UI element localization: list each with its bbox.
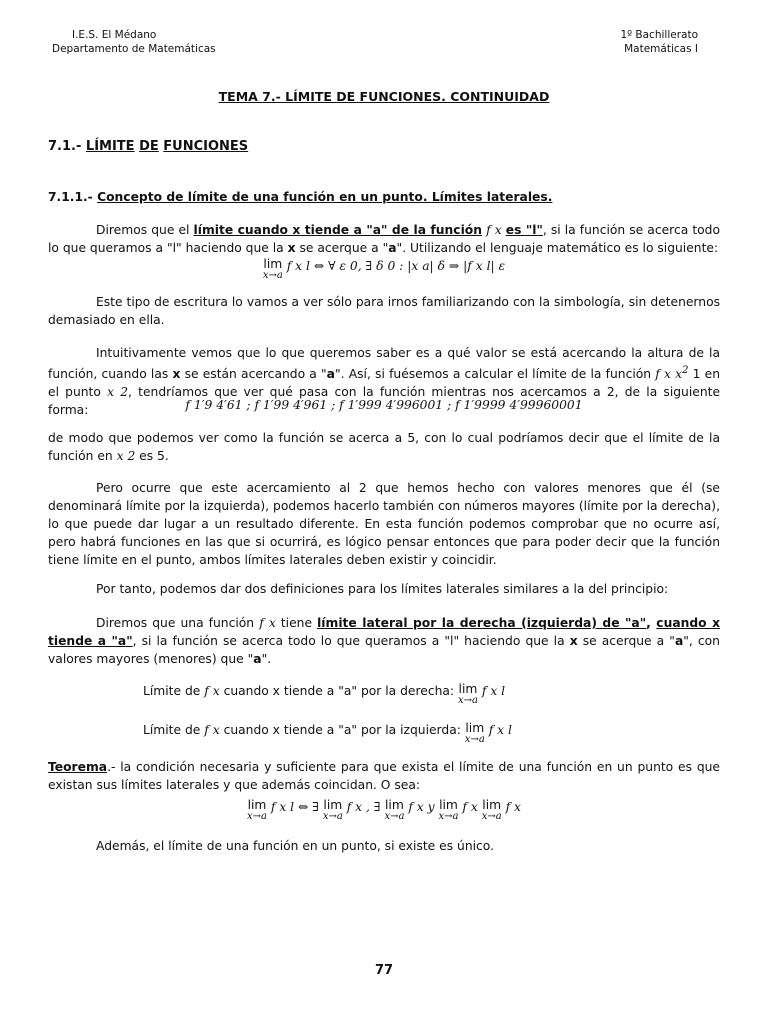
emph-text: límite lateral por la derecha (izquierda) de "a" (317, 616, 647, 630)
text: , (646, 616, 657, 630)
page-title: TEMA 7.- LÍMITE DE FUNCIONES. CONTINUIDAD (218, 89, 550, 104)
formula-part: f x (458, 800, 482, 814)
paragraph-lateral (48, 479, 720, 569)
formula-body: f x l ⇔ ∀ ε 0, ∃ δ 0 : |x a| δ ⇒ |f x l| ε (282, 259, 506, 273)
text: Diremos que una función (96, 616, 260, 630)
math-fx: f x (259, 616, 281, 630)
page-number: 77 (374, 963, 394, 978)
section-word-3: FUNCIONES (163, 139, 249, 154)
text: ", con valores mayores (menores) que " (48, 634, 720, 666)
lim-sub: x→a (322, 811, 343, 822)
course-name: 1º Bachillerato (620, 29, 698, 41)
paragraph-theorem (48, 758, 720, 794)
formula-body: f x l (484, 723, 512, 737)
text: es 5. (135, 449, 169, 463)
text: .- la condición necesaria y suficiente para que exista el límite de una función en un punto es que existan sus límites laterales y que además coincidan. O sea: (48, 760, 720, 792)
lim-sub: x→a (384, 811, 405, 822)
emph-text: cuando x tiende a "a" (48, 616, 721, 648)
formula-part: f x l ⇔ ∃ (266, 800, 323, 814)
bold-a: a (388, 241, 397, 255)
math-point: x 2 (107, 385, 129, 400)
text: Límite de (143, 684, 205, 698)
text: se acerque a " (295, 241, 389, 255)
paragraph-limit-five (48, 429, 720, 465)
paragraph-uniqueness (48, 837, 720, 855)
lim-text: lim (323, 798, 343, 812)
subsection-title: Concepto de límite de una función en un punto. Límites laterales. (97, 190, 553, 204)
lim-text: lim (385, 798, 404, 812)
text: ". Utilizando el lenguaje matemático es lo siguiente: (396, 241, 719, 255)
emph-text: es "l" (505, 223, 543, 237)
lim-operator (323, 798, 343, 822)
bold-x: x (287, 241, 296, 255)
text: Límite de (143, 723, 205, 737)
math-point: x 2 (116, 449, 136, 463)
lim-sub: x→a (481, 811, 502, 822)
section-word-1: LÍMITE (85, 139, 135, 154)
right-limit-line (143, 682, 505, 706)
lim-operator (482, 798, 502, 822)
lim-operator (263, 257, 283, 281)
lim-operator (247, 798, 267, 822)
header-right (620, 28, 698, 56)
subsection-heading (48, 188, 552, 206)
header-left (52, 28, 216, 56)
formula-part: f x y (404, 800, 439, 814)
lim-sub: x→a (464, 734, 485, 745)
text: de modo que podemos ver como la función se acerca a 5, con lo cual podríamos decir que el límite de la función en (48, 431, 720, 463)
math-fx: f x (204, 684, 224, 698)
school-name: I.E.S. El Médano (72, 29, 157, 41)
bold-a: a (326, 367, 335, 382)
text: Pero ocurre que este acercamiento al 2 que hemos hecho con valores menores que él (se denominará límite por la izquierda), podemos hacerlo también con números mayores (límite por la derecha), lo que puede dar lugar a un resultado diferente. En esta función podemos comprobar que no ocurre así, pero habrá funciones en las que si ocurrirá, es lógico pensar entonces que para poder decir que la función tiene límite en el punto, ambos límites laterales deben existir y coincidir. (48, 481, 720, 567)
paragraph-notation (48, 293, 720, 329)
text: Por tanto, podemos dar dos definiciones para los límites laterales similares a la del principio: (96, 582, 669, 596)
formula-part: f x , ∃ (342, 800, 385, 814)
bold-x: x (172, 367, 181, 382)
exponent: 2 (682, 365, 689, 376)
formula-epsilon-delta (0, 257, 768, 281)
formula-body: f 1′9 4′61 ; f 1′99 4′961 ; f 1′999 4′996001 ; f 1′9999 4′99960001 (185, 398, 583, 412)
lim-operator (465, 721, 485, 745)
lim-sub: x→a (457, 695, 478, 706)
formula-theorem (0, 798, 768, 822)
text: ". Así, si fuésemos a calcular el límite de la función (334, 367, 656, 382)
formula-body: f x l (477, 684, 506, 698)
section-heading (48, 138, 248, 156)
subject-name: Matemáticas I (624, 43, 698, 55)
text: tiene (280, 616, 318, 630)
text: , si la función se acerca todo lo que queramos a "l" haciendo que la (132, 634, 570, 648)
lim-sub: x→a (246, 811, 267, 822)
left-limit-line (143, 721, 512, 745)
text: Diremos que el (96, 223, 194, 237)
section-word-2: DE (139, 139, 159, 154)
text: 1 en el punto (48, 367, 720, 400)
theorem-label: Teorema (48, 760, 108, 774)
text: cuando x tiende a "a" por la izquierda: (223, 723, 465, 737)
paragraph-lateral-definition (48, 614, 720, 668)
text: ". (261, 652, 272, 666)
lim-text: lim (439, 798, 458, 812)
math-fx: f x (204, 723, 224, 737)
text: se acerque a " (577, 634, 675, 648)
department-name: Departamento de Matemáticas (52, 43, 216, 55)
subsection-number: 7.1.1.- (48, 190, 93, 204)
lim-sub: x→a (438, 811, 459, 822)
text: cuando x tiende a "a" por la derecha: (223, 684, 458, 698)
lim-text: lim (482, 798, 502, 812)
lim-operator (458, 682, 478, 706)
lim-operator (439, 798, 459, 822)
paragraph-limit-definition (48, 221, 720, 257)
lim-text: lim (263, 257, 283, 271)
math-fx: f x (482, 223, 506, 237)
text: , tendríamos que ver qué pasa con la función mientras nos acercamos a 2, de la siguiente forma: (48, 385, 721, 418)
formula-part: f x (501, 800, 521, 814)
lim-text: lim (458, 682, 478, 696)
emph-text: límite cuando x tiende a "a" de la función (193, 223, 483, 237)
lim-text: lim (465, 721, 485, 735)
formula-approximations (0, 396, 768, 414)
bold-x: x (569, 634, 578, 648)
bold-a: a (674, 634, 684, 648)
text: Además, el límite de una función en un punto, si existe es único. (96, 839, 495, 853)
text: Intuitivamente vemos que lo que queremos saber es a qué valor se está acercando la altura de la función, cuando las (48, 346, 720, 382)
lim-sub: x→a (262, 270, 283, 281)
section-number: 7.1.- (48, 139, 82, 154)
lim-operator (384, 798, 404, 822)
math-function: f x x (655, 367, 683, 382)
text: , si la función se acerca todo lo que queramos a "l" haciendo que la (48, 223, 721, 255)
text: Este tipo de escritura lo vamos a ver sólo para irnos familiarizando con la simbología, sin detenernos demasiado en ella. (48, 295, 720, 327)
lim-text: lim (247, 798, 267, 812)
bold-a: a (253, 652, 262, 666)
text: se están acercando a " (180, 367, 327, 382)
paragraph-definitions-intro (48, 580, 720, 598)
